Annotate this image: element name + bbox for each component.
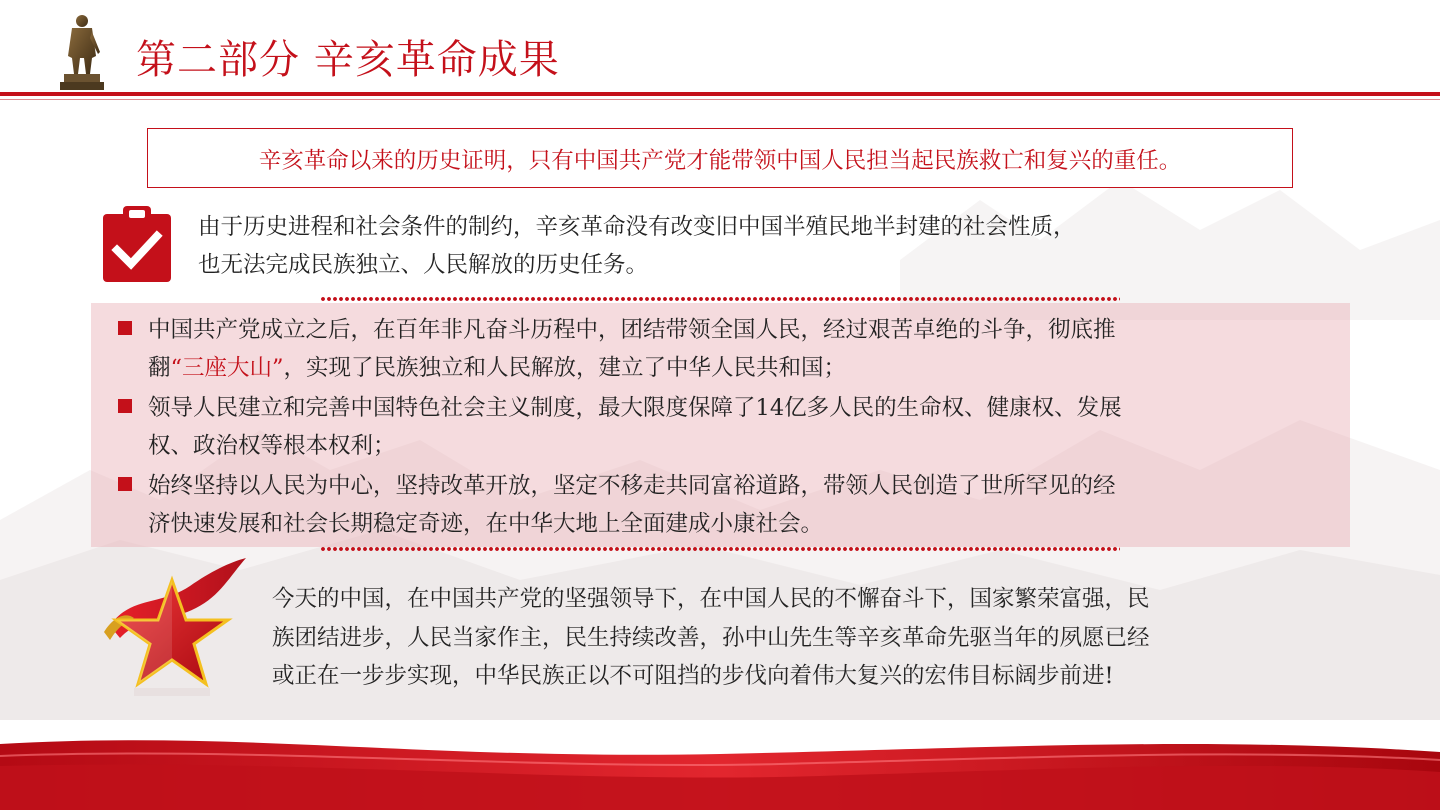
closing-paragraph [272, 580, 1332, 696]
clipboard-check-icon [103, 206, 171, 282]
dotted-border-bottom [320, 546, 1120, 552]
achievement-2-line-1: 领导人民建立和完善中国特色社会主义制度，最大限度保障了14亿多人民的生命权、健康权、发展 [148, 395, 1122, 421]
achievement-1-line-2 [148, 349, 1318, 387]
achievement-2-line-2: 权、政治权等根本权利； [148, 433, 396, 459]
achievement-1-text-a: 翻 [148, 355, 171, 381]
achievement-1-line-1: 中国共产党成立之后，在百年非凡奋斗历程中，团结带领全国人民，经过艰苦卓绝的斗争，彻底推 [148, 317, 1116, 343]
three-mountains-highlight: “三座大山” [170, 355, 284, 381]
achievement-3-line-2: 济快速发展和社会长期稳定奇迹，在中华大地上全面建成小康社会。 [148, 511, 824, 537]
statue-icon [52, 12, 112, 92]
closing-line-1: 今天的中国，在中国共产党的坚强领导下，在中国人民的不懈奋斗下，国家繁荣富强，民 [272, 586, 1150, 612]
achievement-item-1 [148, 311, 1318, 387]
bottom-ribbon-decoration [0, 700, 1440, 810]
dotted-border-top [320, 296, 1120, 302]
achievement-item-2 [148, 389, 1318, 465]
achievement-item-3 [148, 467, 1318, 543]
closing-line-3: 或正在一步步实现，中华民族正以不可阻挡的步伐向着伟大复兴的宏伟目标阔步前进! [272, 663, 1114, 689]
thesis-text: 辛亥革命以来的历史证明，只有中国共产党才能带领中国人民担当起民族救亡和复兴的重任。 [258, 148, 1182, 174]
title-divider-thin [0, 99, 1440, 100]
intro-line-2: 也无法完成民族独立、人民解放的历史任务。 [198, 252, 649, 278]
title-divider [0, 92, 1440, 96]
red-star-emblem-icon [100, 556, 250, 706]
bullet-square-icon [118, 477, 132, 491]
page-title: 第二部分 辛亥革命成果 [136, 37, 560, 83]
intro-paragraph [198, 208, 1278, 284]
bullet-square-icon [118, 321, 132, 335]
closing-line-2: 族团结进步，人民当家作主，民生持续改善，孙中山先生等辛亥革命先驱当年的夙愿已经 [272, 624, 1150, 651]
achievement-1-text-b: ，实现了民族独立和人民解放，建立了中华人民共和国； [283, 355, 847, 381]
bullet-square-icon [118, 399, 132, 413]
intro-line-1: 由于历史进程和社会条件的制约，辛亥革命没有改变旧中国半殖民地半封建的社会性质， [198, 214, 1076, 240]
achievement-3-line-1: 始终坚持以人民为中心，坚持改革开放，坚定不移走共同富裕道路，带领人民创造了世所罕见的经 [148, 473, 1116, 499]
thesis-box [147, 128, 1293, 188]
